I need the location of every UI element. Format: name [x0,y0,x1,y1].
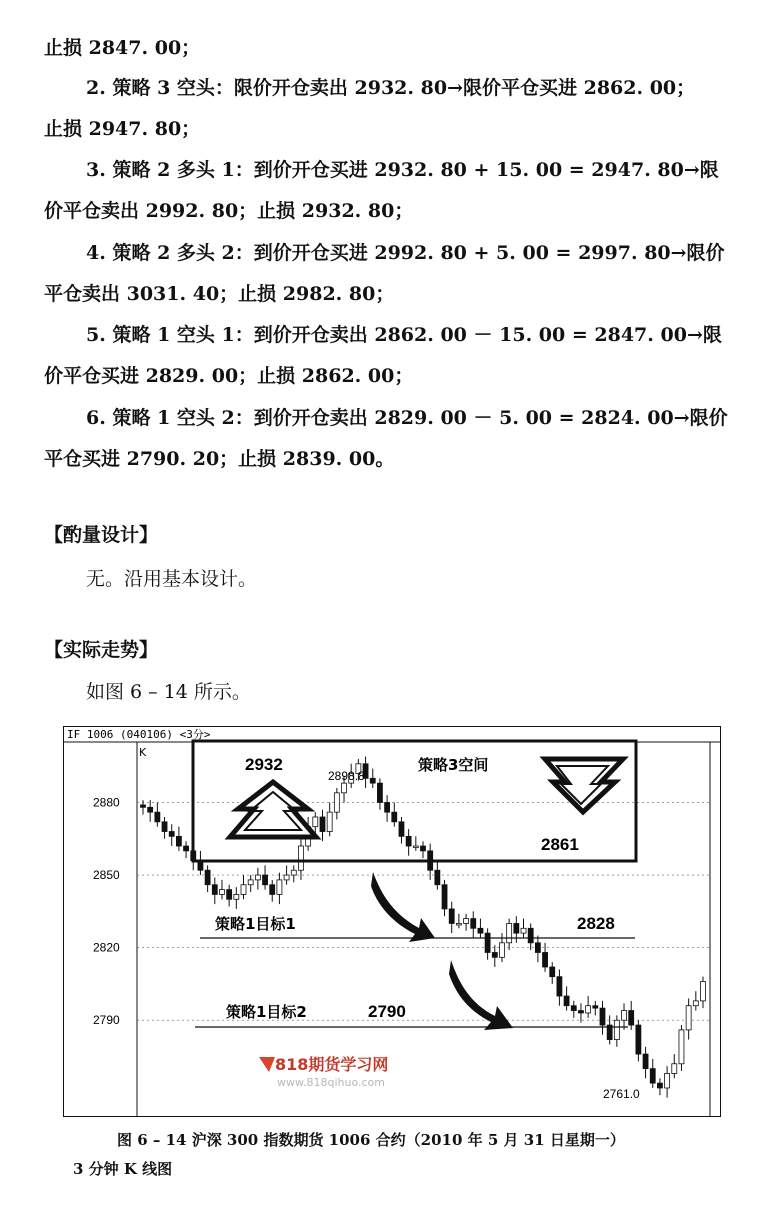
watermark-url: www.818qihuo.com [277,1076,385,1089]
y-tick-label: 2880 [93,795,120,810]
text-line-10: 6. 策略 1 空头 2：到价开仓卖出 2829. 00 － 5. 00 = 2824. 00→限价 [86,407,728,429]
candle-body [449,909,454,924]
candle-body [413,846,418,848]
candle-body [155,812,160,822]
label-2898-peak: 2898.8 [328,769,365,783]
candle-body [701,982,706,1001]
text-line-5: 价平仓卖出 2992. 80；止损 2932. 80； [44,200,414,222]
candle-body [327,812,332,831]
design-paragraph: 无。沿用基本设计。 [86,568,258,590]
candle-body [399,822,404,837]
candle-body [435,870,440,885]
candle-body [564,996,569,1006]
candle-body [248,880,253,885]
candle-body [464,919,469,924]
text-line-3: 止损 2947. 80； [44,118,201,140]
candle-body [514,923,519,933]
label-target1: 策略1目标1 [215,915,296,933]
text-line-1: 止损 2847. 00； [44,37,201,59]
text-line-7: 平仓卖出 3031. 40；止损 2982. 80； [44,283,395,305]
candle-body [148,807,153,812]
candle-body [176,836,181,846]
label-2790: 2790 [368,1002,406,1021]
candle-body [485,933,490,952]
section-heading-trend: 【实际走势】 [44,639,159,661]
watermark-logo [259,1055,388,1089]
candle-body [291,870,296,875]
text-line-11: 平仓买进 2790. 20；止损 2839. 00。 [44,448,395,470]
candle-body [263,875,268,885]
candle-body [406,836,411,846]
candle-body [471,919,476,929]
candle-body [255,875,260,880]
candle-body [507,923,512,942]
candle-body [528,928,533,943]
candle-body [284,875,289,880]
y-tick-label: 2820 [93,940,120,955]
text-line-8: 5. 策略 1 空头 1：到价开仓卖出 2862. 00 － 15. 00 = 2847. 00→限 [86,324,722,346]
text-line-2: 2. 策略 3 空头：限价开仓卖出 2932. 80→限价平仓买进 2862. 00； [86,77,696,99]
candle-body [277,880,282,895]
candle-body [219,890,224,895]
candle-body [665,1073,670,1088]
candle-body [672,1064,677,1074]
candle-body [370,778,375,783]
candle-body [586,1006,591,1013]
candle-body [456,923,461,925]
candle-body [679,1030,684,1064]
candle-body [629,1011,634,1026]
candle-body [614,1020,619,1039]
candle-body [184,846,189,851]
candle-body [227,890,232,900]
label-2932: 2932 [245,755,283,774]
candle-body [205,870,210,885]
y-tick-label: 2850 [93,868,120,883]
label-low-2761: 2761.0 [603,1087,640,1101]
text-line-6: 4. 策略 2 多头 2：到价开仓买进 2992. 80 + 5. 00 = 2997. 80→限价 [86,242,725,264]
candle-body [578,1011,583,1013]
candle-body [478,928,483,933]
candle-body [693,1001,698,1006]
candle-body [571,1006,576,1011]
candle-body [313,817,318,827]
candle-body [385,802,390,812]
candle-body [169,832,174,837]
candle-body [593,1006,598,1008]
candle-body [234,894,239,899]
candle-body [442,885,447,909]
candle-body [241,885,246,895]
candle-body [499,943,504,958]
label-strategy3-space: 策略3空间 [418,756,489,774]
candle-body [657,1083,662,1088]
candle-body [550,967,555,977]
watermark-title: 818期货学习网 [275,1055,389,1074]
candle-body [600,1008,605,1025]
candle-body [557,977,562,996]
section-heading-design: 【酌量设计】 [44,524,159,546]
candle-body [543,952,548,967]
candle-body [392,812,397,822]
figure-caption-line2: 3 分钟 K 线图 [73,1160,173,1178]
kline-chart [63,726,721,1117]
candle-body [622,1011,627,1021]
candle-body [421,846,426,851]
candle-body [492,952,497,957]
candle-body [270,885,275,895]
chart-k-label: K [139,746,147,759]
label-2828: 2828 [577,914,615,933]
candle-body [686,1006,691,1030]
candle-body [650,1069,655,1084]
y-tick-label: 2790 [93,1013,120,1028]
candle-body [334,793,339,812]
candle-body [643,1054,648,1069]
trend-paragraph: 如图 6 – 14 所示。 [86,681,251,703]
text-line-9: 价平仓买进 2829. 00；止损 2862. 00； [44,365,414,387]
candle-body [212,885,217,895]
figure-caption-line1: 图 6 – 14 沪深 300 指数期货 1006 合约（2010 年 5 月 31 日星期一） [117,1131,625,1149]
label-2861: 2861 [541,835,579,854]
chart-frame [64,727,721,1117]
candle-body [320,817,325,832]
chart-header-text: IF 1006 (040106) <3分> [67,728,211,741]
candle-body [342,783,347,793]
candle-body [377,783,382,802]
candle-body [535,943,540,953]
candle-body [141,805,146,807]
candle-body [162,822,167,832]
candle-body [636,1025,641,1054]
candle-body [521,928,526,933]
label-target2: 策略1目标2 [226,1003,307,1021]
candle-body [298,846,303,870]
text-line-4: 3. 策略 2 多头 1：到价开仓买进 2932. 80 + 15. 00 = 2947. 80→限 [86,159,719,181]
